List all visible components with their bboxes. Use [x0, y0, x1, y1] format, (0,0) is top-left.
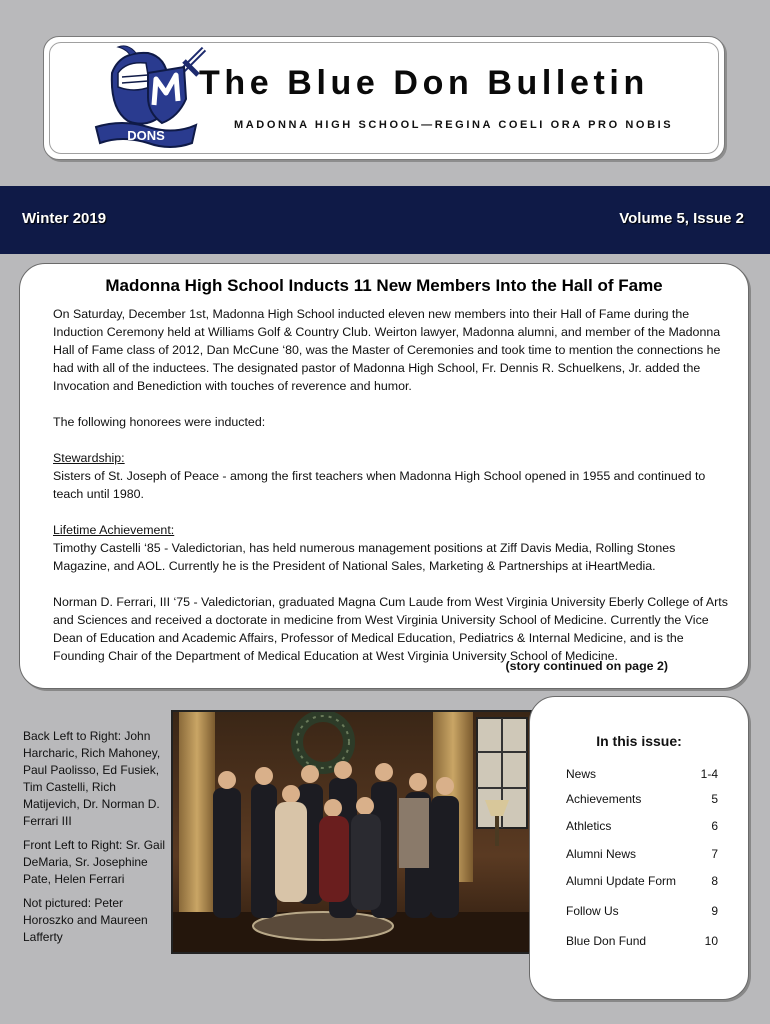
stewardship-section [53, 449, 733, 503]
ferrari-paragraph: Norman D. Ferrari, III ‘75 - Valedictorian, graduated Magna Cum Laude from West Virginia University Eberly College of Arts and Sciences and received a doctorate in medicine from West Virginia University School of Medicine. Currently the Vice Dean of Education and Academic Affairs, Professor of Medical Education, Pediatrics & Internal Medicine, and is the Founding Chair of the Department of Medical Education at West Virginia University School of Medicine. [53, 595, 728, 663]
toc-item-athletics[interactable] [566, 819, 718, 833]
honorees-intro: The following honorees were inducted: [53, 415, 266, 429]
in-this-issue-box [529, 696, 749, 1000]
hall-of-fame-article [19, 263, 749, 689]
newsletter-title: The Blue Don Bulletin [199, 64, 649, 102]
issue-volume: Volume 5, Issue 2 [619, 210, 744, 227]
toc-label: News [566, 767, 597, 781]
caption-not-pictured: Not pictured: Peter Horoszko and Maureen Lafferty [23, 896, 148, 944]
group-photo-illustration [173, 712, 530, 952]
stewardship-text: Sisters of St. Joseph of Peace - among the first teachers when Madonna High School opened in 1955 and continued to teach until 1980. [53, 469, 706, 501]
issue-banner [0, 186, 770, 254]
toc-item-news[interactable] [566, 767, 718, 781]
toc-label: Achievements [566, 792, 642, 806]
lifetime-section [53, 521, 733, 575]
logo-text: DONS [127, 128, 165, 143]
article-headline: Madonna High School Inducts 11 New Members Into the Hall of Fame [105, 276, 663, 295]
article-body [53, 305, 733, 683]
toc-label: Alumni Update Form [566, 874, 677, 888]
toc-label: Blue Don Fund [566, 934, 647, 948]
toc-page: 10 [704, 934, 718, 948]
toc-label: Follow Us [566, 904, 619, 918]
photo-caption [23, 728, 173, 953]
article-intro: On Saturday, December 1st, Madonna High School inducted eleven new members into their Hall of Fame during the Induction Ceremony held at Williams Golf & Country Club. Weirton lawyer, Madonna alumni, and member of the Madonna Hall of Fame class of 2012, Dan McCune ‘80, was the Master of Ceremonies and took time to mention the connections he had with all of the inductees. The designated pastor of Madonna High School, Fr. Dennis R. Schuelkens, Jr. added the Invocation and Benediction with touches of reverence and humor. [53, 307, 721, 393]
stewardship-heading: Stewardship: [53, 451, 125, 465]
toc-page: 9 [711, 904, 718, 918]
dons-knight-logo [92, 43, 212, 151]
toc-item-achievements[interactable] [566, 792, 718, 806]
masthead [43, 36, 725, 160]
toc-label: Athletics [566, 819, 612, 833]
lifetime-text: Timothy Castelli ‘85 - Valedictorian, has held numerous management positions at Ziff Davis Media, Rolling Stones Magazine, and AOL. Currently he is the President of National Sales, Marketing & Partnerships at iHeartMedia. [53, 541, 676, 573]
toc-label: Alumni News [566, 847, 637, 861]
toc-item-alumni-news[interactable] [566, 847, 718, 861]
toc-item-alumni-update-form[interactable] [566, 874, 718, 888]
toc-item-blue-don-fund[interactable] [566, 934, 718, 948]
issue-season: Winter 2019 [22, 210, 107, 227]
caption-front-row: Front Left to Right: Sr. Gail DeMaria, Sr. Josephine Pate, Helen Ferrari [23, 838, 166, 886]
toc-page: 1-4 [700, 767, 718, 781]
toc-page: 5 [711, 792, 718, 806]
inductees-group-photo [171, 710, 532, 954]
caption-back-row: Back Left to Right: John Harcharic, Rich Mahoney, Paul Paolisso, Ed Fusiek, Tim Castelli, Rich Matijevich, Dr. Norman D. Ferrari III [23, 729, 161, 828]
toc-page: 8 [711, 874, 718, 888]
story-continued-note: (story continued on page 2) [505, 659, 668, 673]
toc-page: 7 [711, 847, 718, 861]
lifetime-heading: Lifetime Achievement: [53, 523, 175, 537]
in-this-issue-title: In this issue: [596, 733, 682, 749]
toc-item-follow-us[interactable] [566, 904, 718, 918]
newsletter-motto: MADONNA HIGH SCHOOL—REGINA COELI ORA PRO NOBIS [234, 119, 674, 131]
toc-page: 6 [711, 819, 718, 833]
